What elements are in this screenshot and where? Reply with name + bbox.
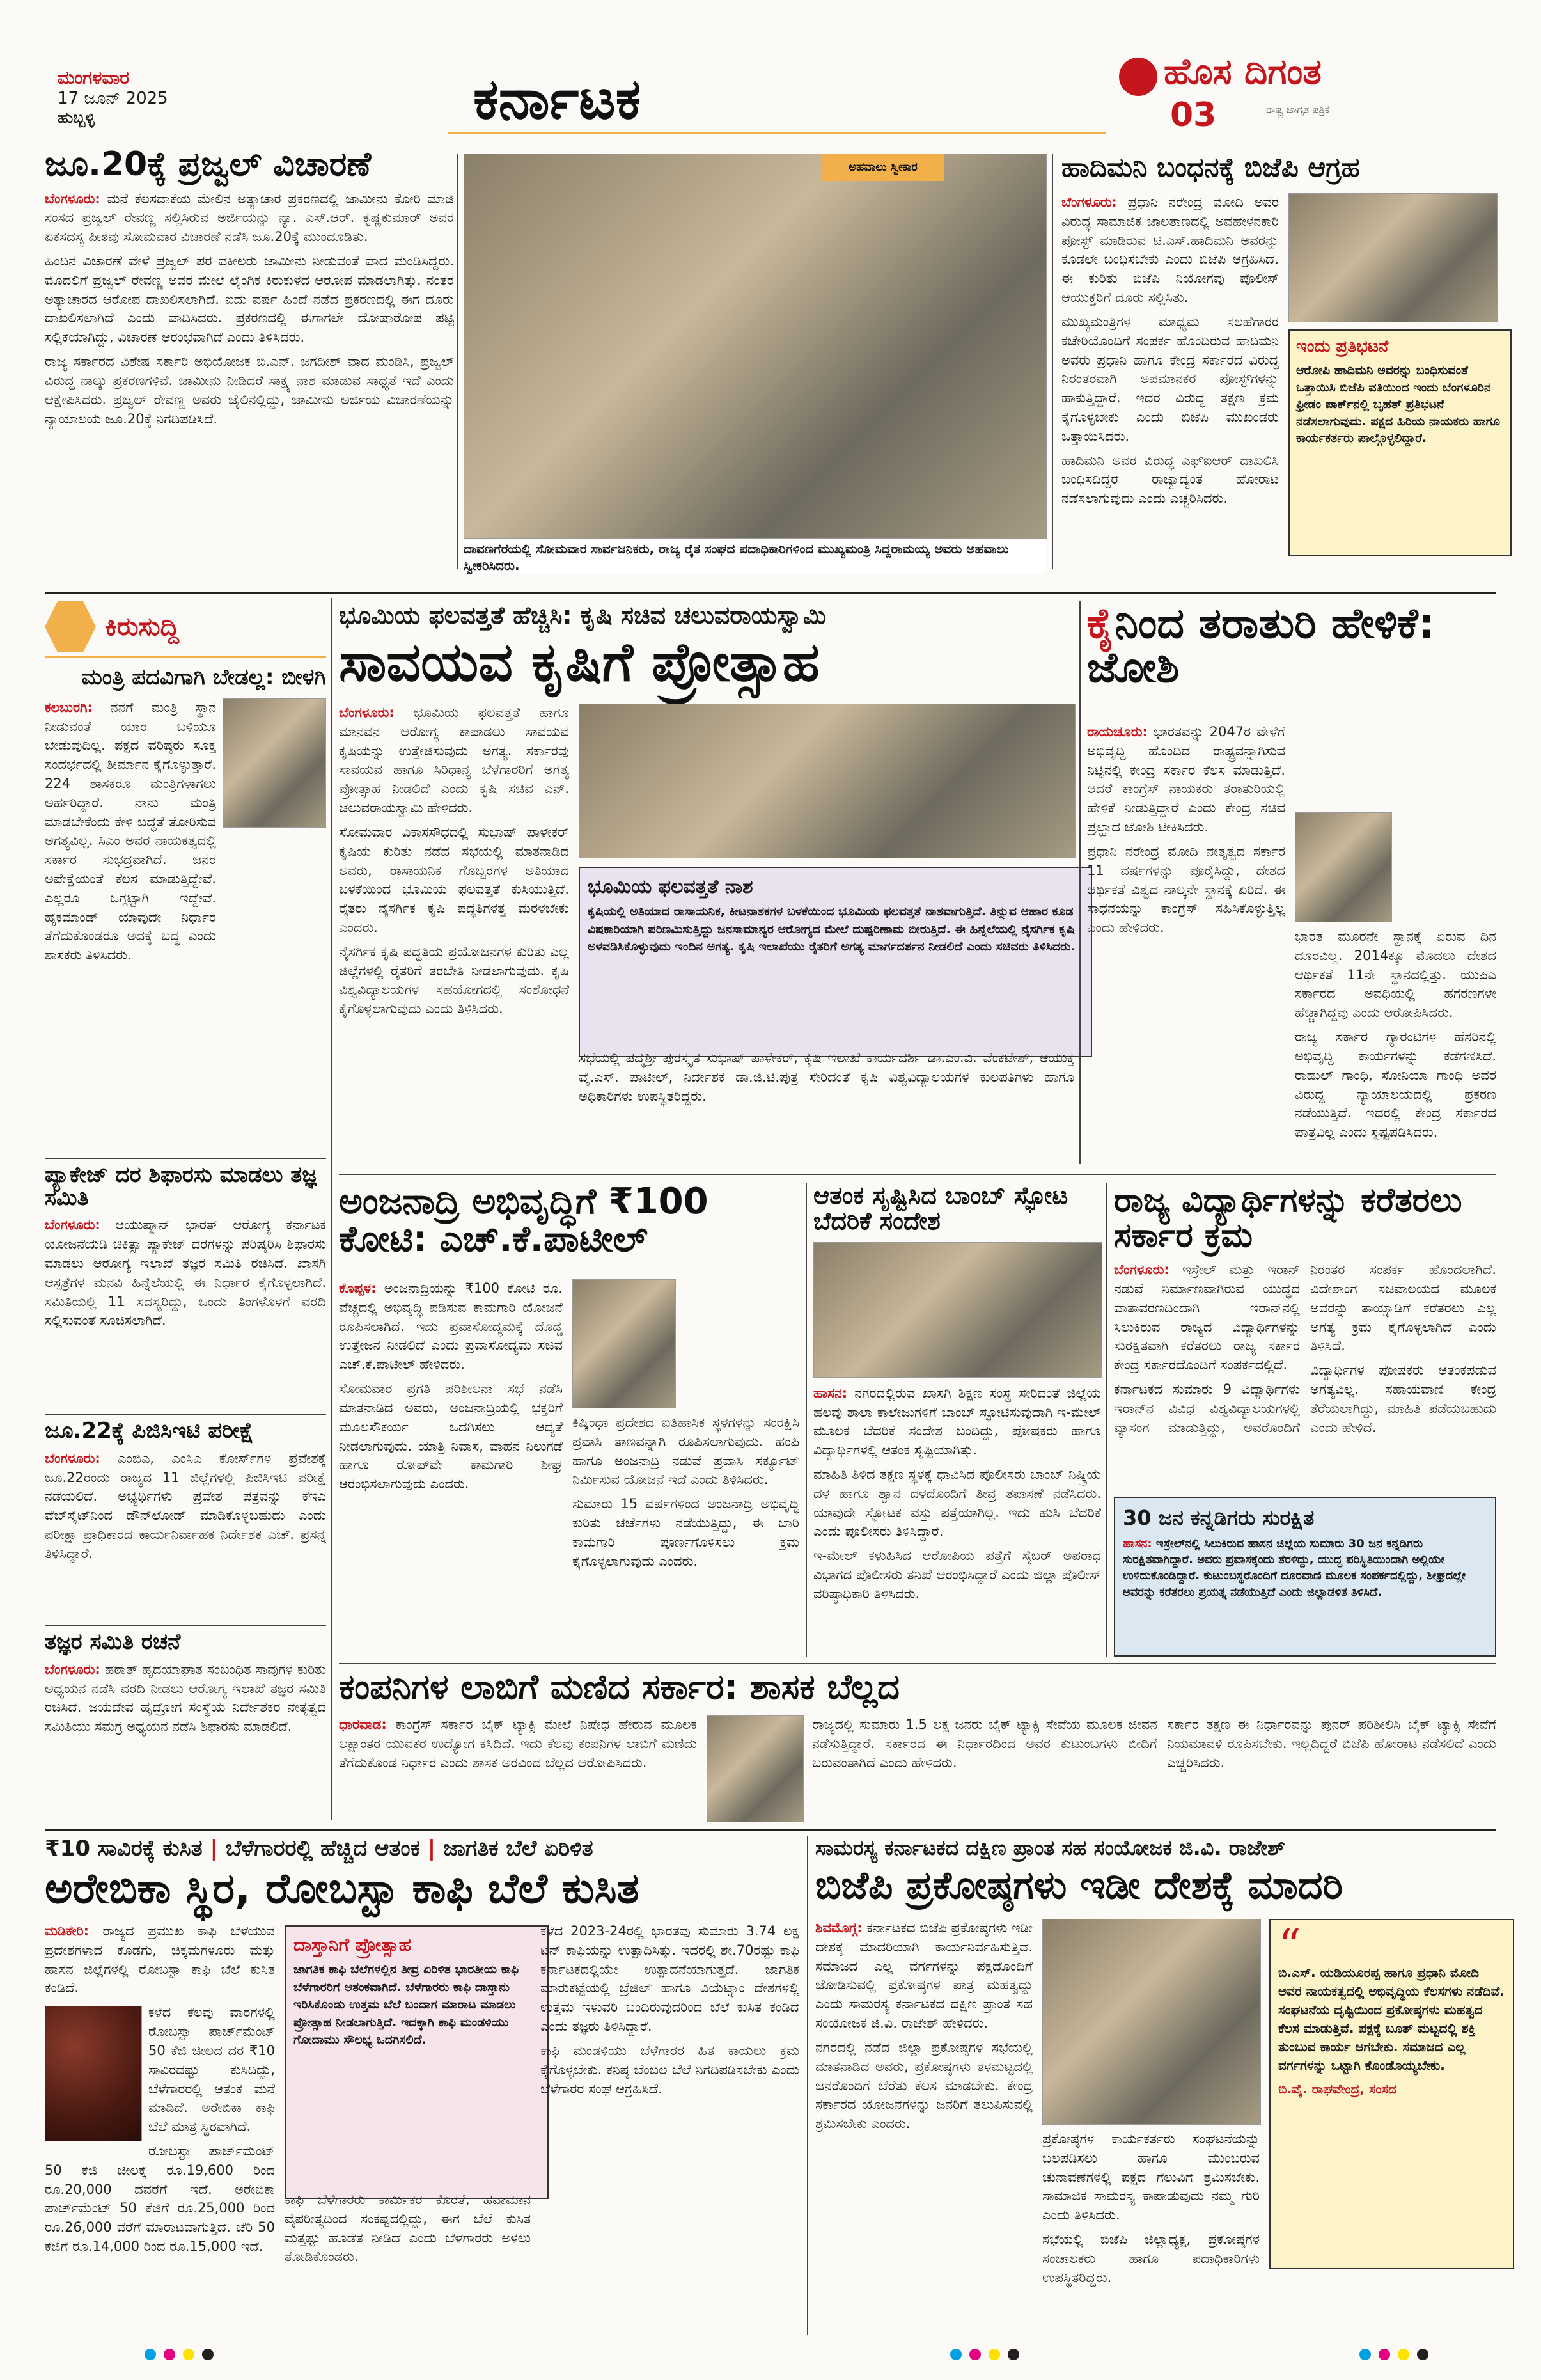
story-hadimani — [1061, 152, 1501, 576]
story-organic-col1 — [339, 704, 569, 1164]
bjp-quote-text: ಬಿ.ಎಸ್. ಯಡಿಯೂರಪ್ಪ ಹಾಗೂ ಪ್ರಧಾನಿ ಮೋದಿ ಅವರ ನಾಯಕತ್ವದಲ್ಲಿ ಅಭಿವೃದ್ಧಿಯ ಕೆಲಸಗಳು ನಡೆದಿವೆ. ಸಂಘಟನೆಯ ದೃಷ್ಟಿಯಿಂದ ಪ್ರಕೋಷ್ಠಗಳು ಮಹತ್ವದ ಕೆಲಸ ಮಾಡುತ್ತಿವೆ. ಪಕ್ಷಕ್ಕೆ ಬೂತ್ ಮಟ್ಟದಲ್ಲಿ ಶಕ್ತಿ ತುಂಬುವ ಕಾರ್ಯ ಆಗಬೇಕು. ಸಮಾಜದ ಎಲ್ಲ ವರ್ಗಗಳನ್ನು ಒಟ್ಟಾಗಿ ಕೊಂಡೊಯ್ಯಬೇಕು. — [1278, 1965, 1505, 2073]
safe-box-text: ಇಸ್ರೇಲ್‌ನಲ್ಲಿ ಸಿಲುಕಿರುವ ಹಾಸನ ಜಿಲ್ಲೆಯ ಸುಮಾರು 30 ಜನ ಕನ್ನಡಿಗರು ಸುರಕ್ಷಿತವಾಗಿದ್ದಾರೆ. ಅವರು ಪ್ರವಾಸಕ್ಕೆಂದು ತೆರಳಿದ್ದು, ಯುದ್ಧ ಪರಿಸ್ಥಿತಿಯಿಂದಾಗಿ ಅಲ್ಲಿಯೇ ಉಳಿದುಕೊಂಡಿದ್ದಾರೆ. ಕುಟುಂಬಸ್ಥರೊಂದಿಗೆ ದೂರವಾಣಿ ಮೂಲಕ ಸಂಪರ್ಕದಲ್ಲಿದ್ದು, ಶೀಘ್ರದಲ್ಲೇ ಅವರನ್ನು ಕರೆತರಲು ಪ್ರಯತ್ನ ನಡೆಯುತ್ತಿದೆ ಎಂದು ಜಿಲ್ಲಾಡಳಿತ ತಿಳಿಸಿದೆ. — [1123, 1537, 1466, 1599]
story-organic-headline: ಸಾವಯವ ಕೃಷಿಗೆ ಪ್ರೋತ್ಸಾಹ — [339, 631, 820, 693]
coffee-kicker-1: ₹10 ಸಾವಿರಕ್ಕೆ ಕುಸಿತ — [45, 1836, 203, 1861]
story-prajwal-p2: ಹಿಂದಿನ ವಿಚಾರಣೆ ವೇಳೆ ಪ್ರಜ್ವಲ್ ಪರ ವಕೀಲರು ಜಾಮೀನು ನೀಡುವಂತೆ ವಾದ ಮಂಡಿಸಿದ್ದರು. ಮೊದಲಿಗೆ ಪ್ರಜ್ವಲ್ ರೇವಣ್ಣ ಅವರ ಮೇಲೆ ಲೈಂಗಿಕ ಕಿರುಕುಳದ ಆರೋಪ ಮಾಡಲಾಗಿತ್ತು. ನಂತರ ಅತ್ಯಾಚಾರದ ಆರೋಪ ದಾಖಲಿಸಲಾಗಿದೆ. ಐದು ವರ್ಷ ಹಿಂದೆ ನಡೆದ ಪ್ರಕರಣದಲ್ಲಿ ಈಗ ದೂರು ದಾಖಲಿಸಲಾಗಿದೆ ಎಂದು ವಾದಿಸಿದರು. ಪ್ರಕರಣದಲ್ಲಿ ಈಗಾಗಲೇ ದೋಷಾರೋಪ ಪಟ್ಟಿ ಸಲ್ಲಿಕೆಯಾಗಿದ್ದು, ವಿಚಾರಣೆ ಆರಂಭವಾಗಿದೆ ಎಂದು ತಿಳಿಸಿದರು. — [45, 253, 454, 345]
protest-box — [1288, 329, 1512, 556]
story-coffee-dateline: ಮಡಿಕೇರಿ: — [45, 1923, 90, 1939]
story-anjanadri-headline: ಅಂಜನಾದ್ರಿ ಅಭಿವೃದ್ಧಿಗೆ ₹100 ಕೋಟಿ: ಎಚ್.ಕೆ.ಪಾಟೀಲ್ — [339, 1181, 708, 1260]
story-bjp-p4: ಸಭೆಯಲ್ಲಿ ಬಿಜೆಪಿ ಜಿಲ್ಲಾಧ್ಯಕ್ಷ, ಪ್ರಕೋಷ್ಠಗಳ ಸಂಚಾಲಕರು ಹಾಗೂ ಪದಾಧಿಕಾರಿಗಳು ಉಪಸ್ಥಿತರಿದ್ದರು. — [1042, 2232, 1260, 2285]
reg-mark-group — [946, 2349, 1023, 2363]
story-coffee-p4: ಕಳೆದ 2023-24ರಲ್ಲಿ ಭಾರತವು ಸುಮಾರು 3.74 ಲಕ್ಷ ಟನ್ ಕಾಫಿಯನ್ನು ಉತ್ಪಾದಿಸಿತ್ತು. ಇದರಲ್ಲಿ ಶೇ.70ರಷ್ಟು ಕಾಫಿ ಕರ್ನಾಟಕದಲ್ಲಿಯೇ ಉತ್ಪಾದನೆಯಾಗುತ್ತದೆ. ಜಾಗತಿಕ ಮಾರುಕಟ್ಟೆಯಲ್ಲಿ ಬ್ರೆಜಿಲ್ ಹಾಗೂ ವಿಯೆಟ್ನಾಂ ದೇಶಗಳಲ್ಲಿ ಉತ್ತಮ ಇಳುವರಿ ಬಂದಿರುವುದರಿಂದ ಬೆಲೆ ಕುಸಿತ ಕಂಡಿದೆ ಎಂದು ತಜ್ಞರು ತಿಳಿಸಿದ್ದಾರೆ. — [540, 1923, 799, 2035]
safe-box — [1114, 1497, 1496, 1657]
story-expert-text: ಹಠಾತ್ ಹೃದಯಾಘಾತ ಸಂಬಂಧಿತ ಸಾವುಗಳ ಕುರಿತು ಅಧ್ಯಯನ ನಡೆಸಿ ವರದಿ ನೀಡಲು ಆರೋಗ್ಯ ಇಲಾಖೆ ತಜ್ಞರ ಸಮಿತಿ ರಚಿಸಿದೆ. ಜಯದೇವ ಹೃದ್ರೋಗ ಸಂಸ್ಥೆಯ ನಿರ್ದೇಶಕರ ನೇತೃತ್ವದ ಸಮಿತಿಯು ಸಮಗ್ರ ಅಧ್ಯಯನ ನಡೆಸಿ ಶಿಫಾರಸು ಮಾಡಲಿದೆ. — [45, 1661, 326, 1735]
coffee-beans-photo — [45, 2006, 142, 2141]
story-bomb — [813, 1183, 1101, 1657]
story-bellad-p3: ಸರ್ಕಾರ ತಕ್ಷಣ ಈ ನಿರ್ಧಾರವನ್ನು ಪುನರ್ ಪರಿಶೀಲಿಸಿ ಬೈಕ್ ಟ್ಯಾಕ್ಸಿ ಸೇವೆಗೆ ನಿಯಮಾವಳಿ ರೂಪಿಸಬೇಕು. ಇಲ್ಲದಿದ್ದರೆ ಬಿಜೆಪಿ ಹೋರಾಟ ನಡೆಸಲಿದೆ ಎಂದು ಎಚ್ಚರಿಸಿದರು. — [1167, 1717, 1496, 1770]
story-joshi-headline — [1087, 599, 1496, 693]
story-bellad-col1 — [339, 1715, 697, 1821]
story-package — [45, 1164, 326, 1407]
story-coffee-p2: ಕಳೆದ ಕೆಲವು ವಾರಗಳಲ್ಲಿ ರೋಬಸ್ಟಾ ಪಾರ್ಚ್‌ಮೆಂಟ್ 50 ಕೆಜಿ ಚೀಲದ ದರ ₹10 ಸಾವಿರದಷ್ಟು ಕುಸಿದಿದ್ದು, ಬೆಳೆಗಾರರಲ್ಲಿ ಆತಂಕ ಮನೆ ಮಾಡಿದೆ. ಅರೇಬಿಕಾ ಕಾಫಿ ಬೆಲೆ ಮಾತ್ರ ಸ್ಥಿರವಾಗಿದೆ. — [148, 2005, 275, 2135]
registration-dot — [969, 2349, 981, 2360]
divider — [339, 1663, 1496, 1664]
story-students — [1114, 1183, 1496, 1490]
masthead-date: 17 ಜೂನ್ 2025 — [58, 89, 168, 108]
bomb-photo — [813, 1242, 1102, 1378]
divider — [45, 1829, 1496, 1831]
story-bellad-p1: ಕಾಂಗ್ರೆಸ್ ಸರ್ಕಾರ ಬೈಕ್ ಟ್ಯಾಕ್ಸಿ ಮೇಲೆ ನಿಷೇಧ ಹೇರುವ ಮೂಲಕ ಲಕ್ಷಾಂತರ ಯುವಕರ ಉದ್ಯೋಗ ಕಸಿದಿದೆ. ಇದು ಕೆಲವು ಕಂಪನಿಗಳ ಲಾಬಿಗೆ ಮಣಿದು ತೆಗೆದುಕೊಂಡ ನಿರ್ಧಾರ ಎಂದು ಶಾಸಕ ಅರವಿಂದ ಬೆಲ್ಲದ ಆರೋಪಿಸಿದರು. — [339, 1717, 697, 1770]
registration-dot — [1008, 2349, 1019, 2360]
story-students-dateline: ಬೆಂಗಳೂರು: — [1114, 1262, 1169, 1278]
registration-dot — [145, 2349, 156, 2360]
story-organic-p4: ಸಭೆಯಲ್ಲಿ ಪದ್ಮಶ್ರೀ ಪುರಸ್ಕೃತ ಸುಭಾಷ್ ಪಾಳೇಕರ್, ಕೃಷಿ ಇಲಾಖೆ ಕಾರ್ಯದರ್ಶಿ ಡಾ.ಎಂ.ವಿ. ವೆಂಕಟೇಶ್, ಆಯುಕ್ತ ವೈ.ಎಸ್. ಪಾಟೀಲ್, ನಿರ್ದೇಶಕ ಡಾ.ಜಿ.ಟಿ.ಪುತ್ರ ಸೇರಿದಂತೆ ಕೃಷಿ ವಿಶ್ವವಿದ್ಯಾಲಯಗಳ ಕುಲಪತಿಗಳು ಹಾಗೂ ಅಧಿಕಾರಿಗಳು ಉಪಸ್ಥಿತರಿದ್ದರು. — [579, 1050, 1074, 1104]
story-bomb-body — [813, 1384, 1101, 1646]
story-expert-headline: ತಜ್ಞರ ಸಮಿತಿ ರಚನೆ — [45, 1629, 181, 1655]
story-bjp-dateline: ಶಿವಮೊಗ್ಗ: — [815, 1920, 863, 1935]
story-prajwal-dateline: ಬೆಂಗಳೂರು: — [45, 191, 100, 207]
section-title-band — [448, 64, 1106, 134]
protest-box-title: ಇಂದು ಪ್ರತಿಭಟನೆ — [1296, 337, 1389, 356]
story-prajwal — [45, 147, 454, 556]
kirusuddi-body — [45, 698, 216, 1095]
story-package-headline: ಪ್ಯಾಕೇಜ್ ದರ ಶಿಫಾರಸು ಮಾಡಲು ತಜ್ಞ ಸಮಿತಿ — [45, 1162, 317, 1211]
brand-block — [1119, 51, 1503, 141]
divider — [1052, 154, 1053, 569]
story-bellad-dateline: ಧಾರವಾಡ: — [339, 1717, 387, 1732]
story-organic-p1: ಭೂಮಿಯ ಫಲವತ್ತತೆ ಹಾಗೂ ಮಾನವನ ಆರೋಗ್ಯ ಕಾಪಾಡಲು ಸಾವಯವ ಕೃಷಿಯನ್ನು ಉತ್ತೇಜಿಸುವುದು ಅಗತ್ಯ. ಸರ್ಕಾರವು ಸಾವಯವ ಹಾಗೂ ಸಿರಿಧಾನ್ಯ ಬೆಳೆಗಾರರಿಗೆ ಅಗತ್ಯ ಪ್ರೋತ್ಸಾಹ ನೀಡಲಿದೆ ಎಂದು ಕೃಷಿ ಸಚಿವ ಎನ್. ಚಲುವರಾಯಸ್ವಾಮಿ ಹೇಳಿದರು. — [339, 705, 569, 816]
reg-mark-group — [1356, 2349, 1432, 2363]
safe-box-title: 30 ಜನ ಕನ್ನಡಿಗರು ಸುರಕ್ಷಿತ — [1123, 1506, 1315, 1530]
divider — [45, 1158, 326, 1159]
registration-dot — [950, 2349, 962, 2360]
safe-box-body — [1123, 1536, 1487, 1600]
story-joshi-p4: ರಾಜ್ಯ ಸರ್ಕಾರ ಗ್ಯಾರಂಟಿಗಳ ಹೆಸರಿನಲ್ಲಿ ಅಭಿವೃದ್ಧಿ ಕಾರ್ಯಗಳನ್ನು ಕಡೆಗಣಿಸಿದೆ. ರಾಹುಲ್ ಗಾಂಧಿ, ಸೋನಿಯಾ ಗಾಂಧಿ ಅವರ ವಿರುದ್ಧ ನ್ಯಾಯಾಲಯದಲ್ಲಿ ಪ್ರಕರಣ ನಡೆಯುತ್ತಿದೆ. ಇದರಲ್ಲಿ ಕೇಂದ್ರ ಸರ್ಕಾರದ ಪಾತ್ರವಿಲ್ಲ ಎಂದು ಸ್ಪಷ್ಟಪಡಿಸಿದರು. — [1295, 1029, 1496, 1140]
coffee-box-title: ದಾಸ್ತಾನಿಗೆ ಪ್ರೋತ್ಸಾಹ — [293, 1934, 412, 1955]
masthead-day: ಮಂಗಳವಾರ — [58, 67, 130, 88]
registration-dot — [1417, 2349, 1428, 2360]
kirusuddi-dateline: ಕಲಬುರಗಿ: — [45, 699, 93, 715]
story-prajwal-p3: ರಾಜ್ಯ ಸರ್ಕಾರದ ವಿಶೇಷ ಸರ್ಕಾರಿ ಅಭಿಯೋಜಕ ಬಿ.ಎನ್. ಜಗದೀಶ್ ವಾದ ಮಂಡಿಸಿ, ಪ್ರಜ್ವಲ್ ವಿರುದ್ಧ ನಾಲ್ಕು ಪ್ರಕರಣಗಳಿವೆ. ಜಾಮೀನು ನೀಡಿದರೆ ಸಾಕ್ಷ್ಯ ನಾಶ ಮಾಡುವ ಸಾಧ್ಯತೆ ಇದೆ ಎಂದು ಆಕ್ಷೇಪಿಸಿದರು. ಪ್ರಜ್ವಲ್ ರೇವಣ್ಣ ಅವರು ಜೈಲಿನಲ್ಲಿದ್ದು, ಜಾಮೀನು ಅರ್ಜಿಯ ವಿಚಾರಣೆಯನ್ನು ನ್ಯಾಯಾಲಯ ಜೂ.20ಕ್ಕೆ ನಿಗದಿಪಡಿಸಿದೆ. — [45, 354, 454, 427]
story-bjp-kicker: ಸಾಮರಸ್ಯ ಕರ್ನಾಟಕದ ದಕ್ಷಿಣ ಪ್ರಾಂತ ಸಹ ಸಂಯೋಜಕ ಜಿ.ವಿ. ರಾಜೇಶ್ — [815, 1836, 1285, 1860]
story-prajwal-body — [45, 190, 454, 548]
story-pgcet-text: ಎಂಬಿಎ, ಎಂಸಿಎ ಕೋರ್ಸ್‌ಗಳ ಪ್ರವೇಶಕ್ಕೆ ಜೂ.22ರಂದು ರಾಜ್ಯದ 11 ಜಿಲ್ಲೆಗಳಲ್ಲಿ ಪಿಜಿಸಿಇಟಿ ಪರೀಕ್ಷೆ ನಡೆಯಲಿದೆ. ಅಭ್ಯರ್ಥಿಗಳು ಪ್ರವೇಶ ಪತ್ರವನ್ನು ಕೆಇಎ ವೆಬ್‌ಸೈಟ್‌ನಿಂದ ಡೌನ್‌ಲೋಡ್ ಮಾಡಿಕೊಳ್ಳಬಹುದು ಎಂದು ಪರೀಕ್ಷಾ ಪ್ರಾಧಿಕಾರದ ಕಾರ್ಯನಿರ್ವಾಹಕ ನಿರ್ದೇಶಕ ಎಚ್. ಪ್ರಸನ್ನ ತಿಳಿಸಿದ್ದಾರೆ. — [45, 1450, 326, 1561]
story-students-headline: ರಾಜ್ಯ ವಿದ್ಯಾರ್ಥಿಗಳನ್ನು ಕರೆತರಲು ಸರ್ಕಾರ ಕ್ರಮ — [1114, 1181, 1462, 1255]
story-joshi-p3: ಭಾರತ ಮೂರನೇ ಸ್ಥಾನಕ್ಕೆ ಏರುವ ದಿನ ದೂರವಿಲ್ಲ. 2014ಕ್ಕೂ ಮೊದಲು ದೇಶದ ಆರ್ಥಿಕತೆ 11ನೇ ಸ್ಥಾನದಲ್ಲಿತ್ತು. ಯುಪಿಎ ಸರ್ಕಾರದ ಅವಧಿಯಲ್ಲಿ ಹಗರಣಗಳೇ ಹೆಚ್ಚಾಗಿದ್ದವು ಎಂದು ಆರೋಪಿಸಿದರು. — [1295, 929, 1496, 1021]
story-organic-dateline: ಬೆಂಗಳೂರು: — [339, 705, 395, 720]
story-hadimani-dateline: ಬೆಂಗಳೂರು: — [1061, 194, 1117, 210]
divider — [45, 1625, 326, 1626]
story-bjp-cells — [815, 1836, 1505, 2335]
kirusuddi-column — [45, 598, 326, 1820]
masthead-city: ಹುಬ್ಬಳ್ಳಿ — [58, 109, 95, 127]
story-organic-p3: ನೈಸರ್ಗಿಕ ಕೃಷಿ ಪದ್ಧತಿಯ ಪ್ರಯೋಜನಗಳ ಕುರಿತು ಎಲ್ಲ ಜಿಲ್ಲೆಗಳಲ್ಲಿ ರೈತರಿಗೆ ತರಬೇತಿ ನೀಡಲಾಗುವುದು. ಕೃಷಿ ವಿಶ್ವವಿದ್ಯಾಲಯಗಳ ಸಹಯೋಗದಲ್ಲಿ ಸಂಶೋಧನೆ ಕೈಗೊಳ್ಳಲಾಗುವುದು ಎಂದು ತಿಳಿಸಿದರು. — [339, 943, 569, 1017]
divider — [1079, 601, 1081, 1164]
footer-registration-marks — [0, 2349, 1541, 2368]
story-joshi-headline-mark: ಕೈ — [1087, 599, 1115, 648]
story-anjanadri-p3: ಕಿಷ್ಕಿಂಧಾ ಪ್ರದೇಶದ ಐತಿಹಾಸಿಕ ಸ್ಥಳಗಳನ್ನು ಸಂರಕ್ಷಿಸಿ ಪ್ರವಾಸಿ ತಾಣವನ್ನಾಗಿ ರೂಪಿಸಲಾಗುವುದು. ಹಂಪಿ ಹಾಗೂ ಅಂಜನಾದ್ರಿ ನಡುವೆ ಪ್ರವಾಸಿ ಸರ್ಕ್ಯೂಟ್ ನಿರ್ಮಿಸುವ ಯೋಜನೆ ಇದೆ ಎಂದು ತಿಳಿಸಿದರು. — [572, 1415, 799, 1488]
story-coffee-p6: ಕಾಫಿ ಬೆಳೆಗಾರರು ಕಾರ್ಮಿಕರ ಕೊರತೆ, ಹವಾಮಾನ ವೈಪರೀತ್ಯದಿಂದ ಸಂಕಷ್ಟದಲ್ಲಿದ್ದು, ಈಗ ಬೆಲೆ ಕುಸಿತ ಮತ್ತಷ್ಟು ಹೊಡೆತ ನೀಡಿದೆ ಎಂದು ಬೆಳೆಗಾರರು ಅಳಲು ತೋಡಿಕೊಂಡರು. — [285, 2192, 531, 2265]
story-anjanadri-p2: ಸೋಮವಾರ ಪ್ರಗತಿ ಪರಿಶೀಲನಾ ಸಭೆ ನಡೆಸಿ ಮಾತನಾಡಿದ ಅವರು, ಅಂಜನಾದ್ರಿಯಲ್ಲಿ ಭಕ್ತರಿಗೆ ಮೂಲಸೌಕರ್ಯ ಒದಗಿಸಲು ಆದ್ಯತೆ ನೀಡಲಾಗುವುದು. ಯಾತ್ರಿ ನಿವಾಸ, ವಾಹನ ನಿಲುಗಡೆ ಹಾಗೂ ರೋಪ್‌ವೇ ಕಾಮಗಾರಿ ಶೀಘ್ರ ಆರಂಭಿಸಲಾಗುವುದು ಎಂದರು. — [339, 1381, 563, 1492]
lead-photo-block — [464, 154, 1045, 582]
story-students-p1: ಇಸ್ರೇಲ್ ಮತ್ತು ಇರಾನ್ ನಡುವೆ ನಿರ್ಮಾಣವಾಗಿರುವ ಯುದ್ಧದ ವಾತಾವರಣದಿಂದಾಗಿ ಇರಾನ್‌ನಲ್ಲಿ ಸಿಲುಕಿರುವ ರಾಜ್ಯದ ವಿದ್ಯಾರ್ಥಿಗಳನ್ನು ಸುರಕ್ಷಿತವಾಗಿ ಕರೆತರಲು ರಾಜ್ಯ ಸರ್ಕಾರ ಕೇಂದ್ರ ಸರ್ಕಾರದೊಂದಿಗೆ ಸಂಪರ್ಕದಲ್ಲಿದೆ. — [1114, 1262, 1300, 1373]
coffee-kicker-3: ಜಾಗತಿಕ ಬೆಲೆ ಏರಿಳಿತ — [443, 1836, 593, 1861]
hadimani-photo — [1288, 193, 1498, 322]
story-hadimani-p3: ಹಾದಿಮನಿ ಅವರ ವಿರುದ್ಧ ಎಫ್‌ಐಆರ್ ದಾಖಲಿಸಿ ಬಂಧಿಸದಿದ್ದರೆ ರಾಜ್ಯಾದ್ಯಂತ ಹೋರಾಟ ನಡೆಸಲಾಗುವುದು ಎಂದು ಎಚ್ಚರಿಸಿದರು. — [1061, 452, 1279, 507]
brand-tagline: ರಾಷ್ಟ್ರ ಜಾಗೃತ ಪತ್ರಿಕೆ — [1266, 104, 1330, 116]
story-coffee-p3: ರೋಬಸ್ಟಾ ಪಾರ್ಚ್‌ಮೆಂಟ್ 50 ಕೆಜಿ ಚೀಲಕ್ಕೆ ರೂ.19,600 ರಿಂದ ರೂ.20,000 ದವರೆಗೆ ಇದೆ. ಅರೇಬಿಕಾ ಪಾರ್ಚ್‌ಮೆಂಟ್ 50 ಕೆಜಿಗೆ ರೂ.25,000 ರಿಂದ ರೂ.26,000 ವರೆಗೆ ಮಾರಾಟವಾಗುತ್ತಿದೆ. ಚೆರಿ 50 ಕೆಜಿಗೆ ರೂ.14,000 ರಿಂದ ರೂ.15,000 ಇದೆ. — [45, 2143, 275, 2254]
story-prajwal-headline: ಜೂ.20ಕ್ಕೆ ಪ್ರಜ್ವಲ್ ವಿಚಾರಣೆ — [45, 145, 372, 184]
story-bomb-headline: ಆತಂಕ ಸೃಷ್ಟಿಸಿದ ಬಾಂಬ್ ಸ್ಫೋಟ ಬೆದರಿಕೆ ಸಂದೇಶ — [813, 1181, 1068, 1235]
story-coffee-p5: ಕಾಫಿ ಮಂಡಳಿಯು ಬೆಳೆಗಾರರ ಹಿತ ಕಾಯಲು ಕ್ರಮ ಕೈಗೊಳ್ಳಬೇಕು. ಕನಿಷ್ಠ ಬೆಂಬಲ ಬೆಲೆ ನಿಗದಿಪಡಿಸಬೇಕು ಎಂದು ಬೆಳೆಗಾರರ ಸಂಘ ಆಗ್ರಹಿಸಿದೆ. — [540, 2042, 799, 2097]
story-coffee-p1: ರಾಜ್ಯದ ಪ್ರಮುಖ ಕಾಫಿ ಬೆಳೆಯುವ ಪ್ರದೇಶಗಳಾದ ಕೊಡಗು, ಚಿಕ್ಕಮಗಳೂರು ಮತ್ತು ಹಾಸನ ಜಿಲ್ಲೆಗಳಲ್ಲಿ ರೋಬಸ್ಟಾ ಕಾಫಿ ಬೆಲೆ ಕುಸಿತ ಕಂಡಿದೆ. — [45, 1923, 275, 1996]
story-coffee-kickers — [45, 1836, 799, 1861]
registration-dot — [989, 2349, 1000, 2360]
story-pgcet-headline: ಜೂ.22ಕ್ಕೆ ಪಿಜಿಸಿಇಟಿ ಪರೀಕ್ಷೆ — [45, 1418, 254, 1444]
story-bjp-p3: ಪ್ರಕೋಷ್ಠಗಳ ಕಾರ್ಯಕರ್ತರು ಸಂಘಟನೆಯನ್ನು ಬಲಪಡಿಸಲು ಹಾಗೂ ಮುಂಬರುವ ಚುನಾವಣೆಗಳಲ್ಲಿ ಪಕ್ಷದ ಗೆಲುವಿಗೆ ಶ್ರಮಿಸಬೇಕು. ಸಾಮಾಜಿಕ ಸಾಮರಸ್ಯ ಕಾಪಾಡುವುದು ನಮ್ಮ ಗುರಿ ಎಂದು ತಿಳಿಸಿದರು. — [1042, 2131, 1260, 2223]
story-anjanadri — [339, 1183, 799, 1657]
divider — [807, 1836, 808, 2335]
story-joshi-p1: ಭಾರತವನ್ನು 2047ರ ವೇಳೆಗೆ ಅಭಿವೃದ್ಧಿ ಹೊಂದಿದ ರಾಷ್ಟ್ರವನ್ನಾಗಿಸುವ ನಿಟ್ಟಿನಲ್ಲಿ ಕೇಂದ್ರ ಸರ್ಕಾರ ಕೆಲಸ ಮಾಡುತ್ತಿದೆ. ಆದರೆ ಕಾಂಗ್ರೆಸ್ ನಾಯಕರು ತರಾತುರಿಯಲ್ಲಿ ಹೇಳಿಕೆ ನೀಡುತ್ತಿದ್ದಾರೆ ಎಂದು ಕೇಂದ್ರ ಸಚಿವ ಪ್ರಲ್ಹಾದ ಜೋಶಿ ಟೀಕಿಸಿದರು. — [1087, 724, 1285, 835]
story-pgcet-body — [45, 1449, 326, 1609]
registration-dot — [1379, 2349, 1390, 2360]
story-joshi-headline-rest: ನಿಂದ ತರಾತುರಿ ಹೇಳಿಕೆ: ಜೋಶಿ — [1087, 599, 1435, 693]
kirusuddi-text: ನನಗೆ ಮಂತ್ರಿ ಸ್ಥಾನ ನೀಡುವಂತೆ ಯಾರ ಬಳಿಯೂ ಬೇಡುವುದಿಲ್ಲ. ಪಕ್ಷದ ವರಿಷ್ಠರು ಸೂಕ್ತ ಸಂದರ್ಭದಲ್ಲಿ ತೀರ್ಮಾನ ಕೈಗೊಳ್ಳುತ್ತಾರೆ. 224 ಶಾಸಕರೂ ಮಂತ್ರಿಗಳಾಗಲು ಅರ್ಹರಿದ್ದಾರೆ. ನಾನು ಮಂತ್ರಿ ಮಾಡಬೇಕೆಂದು ಕೇಳಿ ಬದ್ಧತೆ ತೋರಿಸುವ ಅಗತ್ಯವಿಲ್ಲ. ಸಿಎಂ ಅವರ ನಾಯಕತ್ವದಲ್ಲಿ ಸರ್ಕಾರ ಸುಭದ್ರವಾಗಿದೆ. ಜನರ ಅಪೇಕ್ಷೆಯಂತೆ ಕೆಲಸ ಮಾಡುತ್ತಿದ್ದೇವೆ. ಎಲ್ಲರೂ ಒಗ್ಗಟ್ಟಾಗಿ ಇದ್ದೇವೆ. ಹೈಕಮಾಂಡ್ ಯಾವುದೇ ನಿರ್ಧಾರ ತೆಗೆದುಕೊಂಡರೂ ಅದಕ್ಕೆ ಬದ್ಧ ಎಂದು ಶಾಸಕರು ತಿಳಿಸಿದರು. — [45, 699, 216, 963]
quote-mark-icon: “ — [1278, 1919, 1301, 1972]
kirusuddi-headline: ಮಂತ್ರಿ ಪದವಿಗಾಗಿ ಬೇಡಲ್ಲ: ಬೀಳಗಿ — [81, 665, 326, 690]
divider — [45, 1414, 326, 1415]
story-package-text: ಆಯುಷ್ಮಾನ್ ಭಾರತ್ ಆರೋಗ್ಯ ಕರ್ನಾಟಕ ಯೋಜನೆಯಡಿ ಚಿಕಿತ್ಸಾ ಪ್ಯಾಕೇಜ್ ದರಗಳನ್ನು ಪರಿಷ್ಕರಿಸಿ ಶಿಫಾರಸು ಮಾಡಲು ಆರೋಗ್ಯ ಇಲಾಖೆ ತಜ್ಞರ ಸಮಿತಿ ರಚಿಸಿದೆ. ಖಾಸಗಿ ಆಸ್ಪತ್ರೆಗಳ ಮನವಿ ಹಿನ್ನೆಲೆಯಲ್ಲಿ ಈ ನಿರ್ಧಾರ ಕೈಗೊಳ್ಳಲಾಗಿದೆ. ಸಮಿತಿಯಲ್ಲಿ 11 ಸದಸ್ಯರಿದ್ದು, ಒಂದು ತಿಂಗಳೊಳಗೆ ವರದಿ ಸಲ್ಲಿಸುವಂತೆ ಸೂಚಿಸಲಾಗಿದೆ. — [45, 1217, 326, 1328]
story-bjp-headline: ಬಿಜೆಪಿ ಪ್ರಕೋಷ್ಠಗಳು ಇಡೀ ದೇಶಕ್ಕೆ ಮಾದರಿ — [815, 1863, 1343, 1908]
reg-mark-group — [141, 2349, 217, 2363]
organic-box-text: ಕೃಷಿಯಲ್ಲಿ ಅತಿಯಾದ ರಾಸಾಯನಿಕ, ಕೀಟನಾಶಕಗಳ ಬಳಕೆಯಿಂದ ಭೂಮಿಯ ಫಲವತ್ತತೆ ನಾಶವಾಗುತ್ತಿದೆ. ತಿನ್ನುವ ಆಹಾರ ಕೂಡ ವಿಷಕಾರಿಯಾಗಿ ಪರಿಣಮಿಸುತ್ತಿದ್ದು ಜನಸಾಮಾನ್ಯರ ಆರೋಗ್ಯದ ಮೇಲೆ ದುಷ್ಪರಿಣಾಮ ಬೀರುತ್ತಿದೆ. ಈ ಹಿನ್ನೆಲೆಯಲ್ಲಿ ನೈಸರ್ಗಿಕ ಕೃಷಿ ಅಳವಡಿಸಿಕೊಳ್ಳುವುದು ಇಂದಿನ ಅಗತ್ಯ. ಕೃಷಿ ಇಲಾಖೆಯು ರೈತರಿಗೆ ಅಗತ್ಯ ಮಾರ್ಗದರ್ಶನ ನೀಡಲಿದೆ ಎಂದು ಸಚಿವರು ತಿಳಿಸಿದರು. — [588, 904, 1076, 954]
story-coffee-col2b — [285, 2191, 531, 2331]
story-bellad-headline: ಕಂಪನಿಗಳ ಲಾಬಿಗೆ ಮಣಿದ ಸರ್ಕಾರ: ಶಾಸಕ ಬೆಲ್ಲದ — [339, 1667, 900, 1707]
divider — [339, 1174, 1496, 1175]
story-bellad-p2: ರಾಜ್ಯದಲ್ಲಿ ಸುಮಾರು 1.5 ಲಕ್ಷ ಜನರು ಬೈಕ್ ಟ್ಯಾಕ್ಸಿ ಸೇವೆಯ ಮೂಲಕ ಜೀವನ ನಡೆಸುತ್ತಿದ್ದಾರೆ. ಸರ್ಕಾರದ ಈ ನಿರ್ಧಾರದಿಂದ ಅವರ ಕುಟುಂಬಗಳು ಬೀದಿಗೆ ಬರುವಂತಾಗಿದೆ ಎಂದು ಹೇಳಿದರು. — [812, 1717, 1157, 1770]
kirusuddi-label: ಕಿರುಸುದ್ದಿ — [105, 612, 180, 642]
coffee-stock-box — [285, 1925, 549, 2199]
story-organic-col2 — [579, 1049, 1074, 1164]
story-anjanadri-p1: ಅಂಜನಾದ್ರಿಯನ್ನು ₹100 ಕೋಟಿ ರೂ. ವೆಚ್ಚದಲ್ಲಿ ಅಭಿವೃದ್ಧಿ ಪಡಿಸುವ ಕಾಮಗಾರಿ ಯೋಜನೆ ರೂಪಿಸಲಾಗಿದೆ. ಇದು ಪ್ರವಾಸೋದ್ಯಮಕ್ಕೆ ದೊಡ್ಡ ಉತ್ತೇಜನ ನೀಡಲಿದೆ ಎಂದು ಪ್ರವಾಸೋದ್ಯಮ ಸಚಿವ ಎಚ್.ಕೆ.ಪಾಟೀಲ್ ಹೇಳಿದರು. — [339, 1281, 563, 1373]
kicker-separator: | — [427, 1836, 443, 1861]
organic-side-box — [579, 867, 1092, 1057]
bjp-quote-author: ಬಿ.ವೈ. ರಾಘವೇಂದ್ರ, ಸಂಸದ — [1278, 2081, 1396, 2097]
registration-dot — [1398, 2349, 1409, 2360]
story-joshi-col1 — [1087, 723, 1285, 1158]
section-title: ಕರ್ನಾಟಕ — [473, 66, 641, 132]
coffee-kicker-2: ಬೆಳೆಗಾರರಲ್ಲಿ ಹೆಚ್ಚಿದ ಆತಂಕ — [225, 1836, 420, 1861]
organic-box-title: ಭೂಮಿಯ ಫಲವತ್ತತೆ ನಾಶ — [588, 876, 753, 898]
story-joshi — [1087, 601, 1496, 1164]
pointing-hand-icon — [45, 601, 96, 652]
story-pgcet-dateline: ಬೆಂಗಳೂರು: — [45, 1450, 100, 1466]
page-number: 03 — [1170, 96, 1217, 134]
story-bomb-p1: ನಗರದಲ್ಲಿರುವ ಖಾಸಗಿ ಶಿಕ್ಷಣ ಸಂಸ್ಥೆ ಸೇರಿದಂತೆ ಜಿಲ್ಲೆಯ ಹಲವು ಶಾಲಾ ಕಾಲೇಜುಗಳಿಗೆ ಬಾಂಬ್ ಸ್ಫೋಟಿಸುವುದಾಗಿ ಇ-ಮೇಲ್ ಮೂಲಕ ಬೆದರಿಕೆ ಸಂದೇಶ ಬಂದಿದ್ದು, ಪೋಷಕರು ಹಾಗೂ ವಿದ್ಯಾರ್ಥಿಗಳಲ್ಲಿ ಆತಂಕ ಸೃಷ್ಟಿಯಾಗಿತ್ತು. — [813, 1385, 1101, 1458]
protest-box-text: ಆರೋಪಿ ಹಾದಿಮನಿ ಅವರನ್ನು ಬಂಧಿಸುವಂತೆ ಒತ್ತಾಯಿಸಿ ಬಿಜೆಪಿ ವತಿಯಿಂದ ಇಂದು ಬೆಂಗಳೂರಿನ ಫ್ರೀಡಂ ಪಾರ್ಕ್‌ನಲ್ಲಿ ಬೃಹತ್ ಪ್ರತಿಭಟನೆ ನಡೆಸಲಾಗುವುದು. ಪಕ್ಷದ ಹಿರಿಯ ನಾಯಕರು ಹಾಗೂ ಕಾರ್ಯಕರ್ತರು ಪಾಲ್ಗೊಳ್ಳಲಿದ್ದಾರೆ. — [1296, 363, 1501, 446]
lead-photo-stamp: ಅಹವಾಲು ಸ್ವೀಕಾರ — [822, 154, 944, 181]
registration-dot — [1359, 2349, 1371, 2360]
story-bjp-col2 — [1042, 2130, 1260, 2331]
story-bellad-col3 — [1167, 1715, 1496, 1821]
story-students-p3: ವಿದ್ಯಾರ್ಥಿಗಳ ಪೋಷಕರು ಆತಂಕಪಡುವ ಅಗತ್ಯವಿಲ್ಲ. ಸಹಾಯವಾಣಿ ಕೇಂದ್ರ ತೆರೆಯಲಾಗಿದ್ದು, ಮಾಹಿತಿ ಪಡೆಯಬಹುದು ಎಂದು ಹೇಳಿದೆ. — [1310, 1362, 1496, 1435]
story-bjp-col1 — [815, 1919, 1033, 2331]
story-anjanadri-col1 — [339, 1279, 563, 1657]
story-package-body — [45, 1216, 326, 1395]
coffee-box-text: ಜಾಗತಿಕ ಕಾಫಿ ಬೆಲೆಗಳಲ್ಲಿನ ತೀವ್ರ ಏರಿಳಿತ ಭಾರತೀಯ ಕಾಫಿ ಬೆಳೆಗಾರರಿಗೆ ಆತಂಕವಾಗಿದೆ. ಬೆಳೆಗಾರರು ಕಾಫಿ ದಾಸ್ತಾನು ಇರಿಸಿಕೊಂಡು ಉತ್ತಮ ಬೆಲೆ ಬಂದಾಗ ಮಾರಾಟ ಮಾಡಲು ಪ್ರೋತ್ಸಾಹ ನೀಡಲಾಗುತ್ತಿದೆ. ಇದಕ್ಕಾಗಿ ಕಾಫಿ ಮಂಡಳಿಯು ಗೋದಾಮು ಸೌಲಭ್ಯ ಒದಗಿಸಲಿದೆ. — [293, 1962, 519, 2047]
story-hadimani-body — [1061, 193, 1279, 571]
story-bomb-p3: ಇ-ಮೇಲ್ ಕಳುಹಿಸಿದ ಆರೋಪಿಯ ಪತ್ತೆಗೆ ಸೈಬರ್ ಅಪರಾಧ ವಿಭಾಗದ ಪೊಲೀಸರು ತನಿಖೆ ಆರಂಭಿಸಿದ್ದಾರೆ ಎಂದು ಜಿಲ್ಲಾ ಪೊಲೀಸ್ ವರಿಷ್ಠಾಧಿಕಾರಿ ತಿಳಿಸಿದರು. — [813, 1548, 1101, 1602]
bjp-quote-box — [1269, 1919, 1514, 2269]
kicker-separator: | — [210, 1836, 226, 1861]
divider — [331, 598, 332, 1820]
organic-meeting-photo — [579, 704, 1076, 858]
story-anjanadri-dateline: ಕೊಪ್ಪಳ: — [339, 1281, 377, 1296]
brand-logo-icon — [1119, 58, 1157, 96]
story-hadimani-headline: ಹಾದಿಮನಿ ಬಂಧನಕ್ಕೆ ಬಿಜೆಪಿ ಆಗ್ರಹ — [1061, 152, 1360, 183]
date-block — [58, 67, 237, 127]
divider — [45, 592, 1496, 594]
story-bomb-dateline: ಹಾಸನ: — [813, 1385, 848, 1401]
story-package-dateline: ಬೆಂಗಳೂರು: — [45, 1217, 100, 1233]
lead-photo-caption: ದಾವಣಗೆರೆಯಲ್ಲಿ ಸೋಮವಾರ ಸಾರ್ವಜನಿಕರು, ರಾಜ್ಯ ರೈತ ಸಂಘದ ಪದಾಧಿಕಾರಿಗಳಿಂದ ಮುಖ್ಯಮಂತ್ರಿ ಸಿದ್ದರಾಮಯ್ಯ ಅವರು ಅಹವಾಲು ಸ್ವೀಕರಿಸಿದರು. — [464, 540, 1045, 574]
safe-box-dateline: ಹಾಸನ: — [1123, 1537, 1152, 1550]
story-coffee-col1 — [45, 1922, 275, 2331]
story-joshi-p2: ಪ್ರಧಾನಿ ನರೇಂದ್ರ ಮೋದಿ ನೇತೃತ್ವದ ಸರ್ಕಾರ 11 ವರ್ಷಗಳನ್ನು ಪೂರೈಸಿದ್ದು, ದೇಶದ ಆರ್ಥಿಕತೆ ವಿಶ್ವದ ನಾಲ್ಕನೇ ಸ್ಥಾನಕ್ಕೆ ಏರಿದೆ. ಈ ಸಾಧನೆಯನ್ನು ಕಾಂಗ್ರೆಸ್ ಸಹಿಸಿಕೊಳ್ಳುತ್ತಿಲ್ಲ ಎಂದು ಹೇಳಿದರು. — [1087, 843, 1285, 936]
kirusuddi-label-box — [45, 598, 326, 658]
story-bjp-p1: ಕರ್ನಾಟಕದ ಬಿಜೆಪಿ ಪ್ರಕೋಷ್ಠಗಳು ಇಡೀ ದೇಶಕ್ಕೆ ಮಾದರಿಯಾಗಿ ಕಾರ್ಯನಿರ್ವಹಿಸುತ್ತಿವೆ. ಸಮಾಜದ ಎಲ್ಲ ವರ್ಗಗಳನ್ನು ಪಕ್ಷದೊಂದಿಗೆ ಜೋಡಿಸುವಲ್ಲಿ ಪ್ರಕೋಷ್ಠಗಳ ಪಾತ್ರ ಮಹತ್ವದ್ದು ಎಂದು ಸಾಮರಸ್ಯ ಕರ್ನಾಟಕದ ದಕ್ಷಿಣ ಪ್ರಾಂತ ಸಹ ಸಂಯೋಜಕ ಜಿ.ವಿ. ರಾಜೇಶ್ ಹೇಳಿದರು. — [815, 1920, 1033, 2031]
kirusuddi-photo — [223, 698, 326, 828]
story-organic — [339, 601, 1074, 1170]
story-students-body — [1114, 1261, 1496, 1478]
registration-dot — [164, 2349, 175, 2360]
story-joshi-dateline: ರಾಯಚೂರು: — [1087, 724, 1148, 739]
registration-dot — [183, 2349, 194, 2360]
story-organic-p2: ಸೋಮವಾರ ವಿಕಾಸಸೌಧದಲ್ಲಿ ಸುಭಾಷ್ ಪಾಳೇಕರ್ ಕೃಷಿಯ ಕುರಿತು ನಡೆದ ಸಭೆಯಲ್ಲಿ ಮಾತನಾಡಿದ ಅವರು, ರಾಸಾಯನಿಕ ಗೊಬ್ಬರಗಳ ಅತಿಯಾದ ಬಳಕೆಯಿಂದ ಭೂಮಿಯ ಫಲವತ್ತತೆ ಕುಸಿಯುತ್ತಿದೆ. ರೈತರು ನೈಸರ್ಗಿಕ ಕೃಷಿ ಪದ್ಧತಿಗಳತ್ತ ಮರಳಬೇಕು ಎಂದರು. — [339, 824, 569, 935]
divider — [806, 1183, 807, 1657]
story-bjp-p2: ನಗರದಲ್ಲಿ ನಡೆದ ಜಿಲ್ಲಾ ಪ್ರಕೋಷ್ಠಗಳ ಸಭೆಯಲ್ಲಿ ಮಾತನಾಡಿದ ಅವರು, ಪ್ರಕೋಷ್ಠಗಳು ತಳಮಟ್ಟದಲ್ಲಿ ಜನರೊಂದಿಗೆ ಬೆರೆತು ಕೆಲಸ ಮಾಡಬೇಕು. ಕೇಂದ್ರ ಸರ್ಕಾರದ ಯೋಜನೆಗಳನ್ನು ಜನರಿಗೆ ತಲುಪಿಸುವಲ್ಲಿ ಶ್ರಮಿಸಬೇಕು ಎಂದರು. — [815, 2039, 1033, 2132]
lead-photo — [464, 154, 1047, 539]
bellad-photo — [707, 1715, 804, 1822]
story-pgcet — [45, 1420, 326, 1618]
story-hadimani-p1: ಪ್ರಧಾನಿ ನರೇಂದ್ರ ಮೋದಿ ಅವರ ವಿರುದ್ಧ ಸಾಮಾಜಿಕ ಜಾಲತಾಣದಲ್ಲಿ ಅವಹೇಳನಕಾರಿ ಪೋಸ್ಟ್ ಮಾಡಿರುವ ಟಿ.ಎಸ್.ಹಾದಿಮನಿ ಅವರನ್ನು ಕೂಡಲೇ ಬಂಧಿಸಬೇಕು ಎಂದು ಬಿಜೆಪಿ ಆಗ್ರಹಿಸಿದೆ. ಈ ಕುರಿತು ಬಿಜೆಪಿ ನಿಯೋಗವು ಪೊಲೀಸ್ ಆಯುಕ್ತರಿಗೆ ದೂರು ಸಲ್ಲಿಸಿತು. — [1061, 194, 1279, 306]
story-expert — [45, 1631, 326, 1823]
story-expert-dateline: ಬೆಂಗಳೂರು: — [45, 1661, 100, 1677]
story-bellad-col2 — [812, 1715, 1157, 1821]
story-hadimani-p2: ಮುಖ್ಯಮಂತ್ರಿಗಳ ಮಾಧ್ಯಮ ಸಲಹೆಗಾರರ ಕಚೇರಿಯೊಂದಿಗೆ ಸಂಪರ್ಕ ಹೊಂದಿರುವ ಹಾದಿಮನಿ ಅವರು ಪ್ರಧಾನಿ ಹಾಗೂ ಕೇಂದ್ರ ಸರ್ಕಾರದ ವಿರುದ್ಧ ನಿರಂತರವಾಗಿ ಅಪಮಾನಕರ ಪೋಸ್ಟ್‌ಗಳನ್ನು ಹಾಕುತ್ತಿದ್ದಾರೆ. ಇದರ ವಿರುದ್ಧ ತಕ್ಷಣ ಕ್ರಮ ಕೈಗೊಳ್ಳಬೇಕು ಎಂದು ಬಿಜೆಪಿ ಮುಖಂಡರು ಒತ್ತಾಯಿಸಿದರು. — [1061, 313, 1279, 444]
divider — [457, 154, 458, 569]
registration-dot — [202, 2349, 214, 2360]
divider — [1106, 1183, 1107, 1657]
story-expert-body — [45, 1660, 326, 1814]
story-coffee-headline: ಅರೇಬಿಕಾ ಸ್ಥಿರ, ರೋಬಸ್ಟಾ ಕಾಫಿ ಬೆಲೆ ಕುಸಿತ — [45, 1864, 639, 1913]
story-organic-kicker: ಭೂಮಿಯ ಫಲವತ್ತತೆ ಹೆಚ್ಚಿಸಿ: ಕೃಷಿ ಸಚಿವ ಚಲುವರಾಯಸ್ವಾಮಿ — [339, 601, 827, 629]
brand-name: ಹೊಸ ದಿಗಂತ — [1164, 51, 1322, 93]
story-coffee-col3 — [540, 1922, 799, 2331]
bjp-meeting-photo — [1042, 1919, 1261, 2125]
story-anjanadri-p4: ಸುಮಾರು 15 ವರ್ಷಗಳಿಂದ ಅಂಜನಾದ್ರಿ ಅಭಿವೃದ್ಧಿ ಕುರಿತು ಚರ್ಚೆಗಳು ನಡೆಯುತ್ತಿದ್ದು, ಈ ಬಾರಿ ಕಾಮಗಾರಿ ಪೂರ್ಣಗೊಳಿಸಲು ಕ್ರಮ ಕೈಗೊಳ್ಳಲಾಗುವುದು ಎಂದರು. — [572, 1496, 799, 1569]
story-prajwal-p1: ಮನೆ ಕೆಲಸದಾಕೆಯ ಮೇಲಿನ ಅತ್ಯಾಚಾರ ಪ್ರಕರಣದಲ್ಲಿ ಜಾಮೀನು ಕೋರಿ ಮಾಜಿ ಸಂಸದ ಪ್ರಜ್ವಲ್ ರೇವಣ್ಣ ಸಲ್ಲಿಸಿರುವ ಅರ್ಜಿಯನ್ನು ನ್ಯಾ. ಎಸ್.ಆರ್. ಕೃಷ್ಣಕುಮಾರ್ ಅವರ ಏಕಸದಸ್ಯ ಪೀಠವು ಸೋಮವಾರ ವಿಚಾರಣೆ ನಡೆಸಿ ಜೂ.20ಕ್ಕೆ ಮುಂದೂಡಿತು. — [45, 191, 454, 245]
masthead — [0, 0, 1541, 147]
story-students-p2: ಕರ್ನಾಟಕದ ಸುಮಾರು 9 ವಿದ್ಯಾರ್ಥಿಗಳು ಇರಾನ್‌ನ ವಿವಿಧ ವಿಶ್ವವಿದ್ಯಾಲಯಗಳಲ್ಲಿ ವ್ಯಾಸಂಗ ಮಾಡುತ್ತಿದ್ದು, ಅವರೊಂದಿಗೆ ನಿರಂತರ ಸಂಪರ್ಕ ಹೊಂದಲಾಗಿದೆ. ವಿದೇಶಾಂಗ ಸಚಿವಾಲಯದ ಮೂಲಕ ಅವರನ್ನು ತಾಯ್ನಾಡಿಗೆ ಕರೆತರಲು ಎಲ್ಲ ಅಗತ್ಯ ಕ್ರಮ ಕೈಗೊಳ್ಳಲಾಗಿದೆ ಎಂದು ತಿಳಿಸಿದೆ. — [1114, 1262, 1496, 1435]
story-coffee — [45, 1836, 799, 2335]
story-bomb-p2: ಮಾಹಿತಿ ತಿಳಿದ ತಕ್ಷಣ ಸ್ಥಳಕ್ಕೆ ಧಾವಿಸಿದ ಪೊಲೀಸರು ಬಾಂಬ್ ನಿಷ್ಕ್ರಿಯ ದಳ ಹಾಗೂ ಶ್ವಾನ ದಳದೊಂದಿಗೆ ತೀವ್ರ ತಪಾಸಣೆ ನಡೆಸಿದರು. ಯಾವುದೇ ಸ್ಫೋಟಕ ವಸ್ತು ಪತ್ತೆಯಾಗಿಲ್ಲ. ಇದು ಹುಸಿ ಬೆದರಿಕೆ ಎಂದು ಪೊಲೀಸರು ತಿಳಿಸಿದ್ದಾರೆ. — [813, 1467, 1101, 1540]
story-bellad — [339, 1669, 1496, 1823]
